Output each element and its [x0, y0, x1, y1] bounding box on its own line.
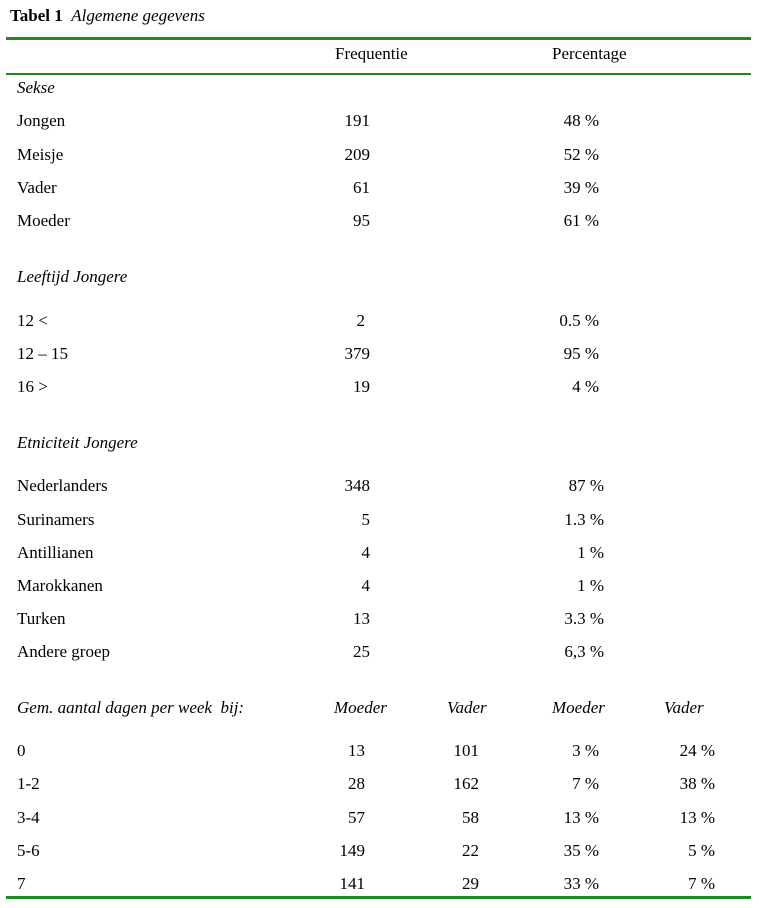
days-cell: 24 % — [679, 741, 715, 760]
row-frequency: 4 — [361, 543, 370, 562]
row-label: Surinamers — [17, 510, 95, 529]
row-frequency: 209 — [344, 145, 370, 164]
row-label: Vader — [17, 178, 57, 197]
days-col-vader-pct: Vader — [664, 698, 704, 717]
row-frequency: 5 — [361, 510, 370, 529]
row-percentage: 52 % — [563, 145, 599, 164]
days-cell: 5 % — [688, 841, 715, 860]
row-percentage: 87 % — [568, 476, 604, 495]
row-label: 12 < — [17, 311, 48, 330]
table-number: Tabel 1 — [10, 6, 63, 25]
days-col-vader-freq: Vader — [447, 698, 487, 717]
days-cell: 13 % — [563, 808, 599, 827]
days-row-label: 5-6 — [17, 841, 40, 860]
days-cell: 57 — [348, 808, 365, 827]
days-cell: 33 % — [563, 874, 599, 893]
row-label: Marokkanen — [17, 576, 103, 595]
header-frequency: Frequentie — [335, 44, 408, 63]
row-frequency: 379 — [344, 344, 370, 363]
days-cell: 22 — [462, 841, 479, 860]
table-title — [10, 6, 205, 26]
row-percentage: 0.5 % — [559, 311, 599, 330]
days-row-label: 0 — [17, 741, 26, 760]
row-percentage: 61 % — [563, 211, 599, 230]
days-cell: 101 — [453, 741, 479, 760]
days-cell: 7 % — [572, 774, 599, 793]
days-cell: 29 — [462, 874, 479, 893]
days-cell: 28 — [348, 774, 365, 793]
days-cell: 3 % — [572, 741, 599, 760]
table-caption: Algemene gegevens — [71, 6, 205, 25]
row-label: Nederlanders — [17, 476, 108, 495]
row-label: Meisje — [17, 145, 64, 164]
days-row-label: 3-4 — [17, 808, 40, 827]
top-rule — [6, 37, 751, 40]
days-cell: 149 — [339, 841, 365, 860]
row-label: Antillianen — [17, 543, 94, 562]
row-percentage: 6,3 % — [564, 642, 604, 661]
row-label: 12 – 15 — [17, 344, 68, 363]
row-percentage: 4 % — [572, 377, 599, 396]
days-row-label: 7 — [17, 874, 26, 893]
row-percentage: 95 % — [563, 344, 599, 363]
days-cell: 13 — [348, 741, 365, 760]
row-percentage: 39 % — [563, 178, 599, 197]
row-label: Moeder — [17, 211, 70, 230]
row-frequency: 25 — [353, 642, 370, 661]
bottom-rule — [6, 896, 751, 899]
row-label: Andere groep — [17, 642, 110, 661]
days-cell: 38 % — [679, 774, 715, 793]
row-frequency: 61 — [353, 178, 370, 197]
days-cell: 13 % — [679, 808, 715, 827]
row-frequency: 95 — [353, 211, 370, 230]
days-cell: 35 % — [563, 841, 599, 860]
row-percentage: 1 % — [577, 543, 604, 562]
days-col-moeder-pct: Moeder — [552, 698, 605, 717]
row-label: Turken — [17, 609, 66, 628]
days-heading: Gem. aantal dagen per week bij: — [17, 698, 245, 717]
row-percentage: 48 % — [563, 111, 599, 130]
section-heading: Etniciteit Jongere — [17, 433, 138, 452]
section-heading: Sekse — [17, 78, 55, 97]
days-cell: 141 — [339, 874, 365, 893]
row-percentage: 1 % — [577, 576, 604, 595]
row-label: Jongen — [17, 111, 66, 130]
section-heading: Leeftijd Jongere — [17, 267, 128, 286]
row-label: 16 > — [17, 377, 48, 396]
row-frequency: 348 — [344, 476, 370, 495]
row-frequency: 4 — [361, 576, 370, 595]
header-rule — [6, 73, 751, 75]
row-frequency: 19 — [353, 377, 370, 396]
header-percentage: Percentage — [552, 44, 627, 63]
days-cell: 7 % — [688, 874, 715, 893]
days-cell: 58 — [462, 808, 479, 827]
row-frequency: 191 — [344, 111, 370, 130]
row-frequency: 13 — [353, 609, 370, 628]
days-row-label: 1-2 — [17, 774, 40, 793]
days-cell: 162 — [453, 774, 479, 793]
row-percentage: 3.3 % — [564, 609, 604, 628]
row-percentage: 1.3 % — [564, 510, 604, 529]
days-col-moeder-freq: Moeder — [334, 698, 387, 717]
row-frequency: 2 — [356, 311, 365, 330]
